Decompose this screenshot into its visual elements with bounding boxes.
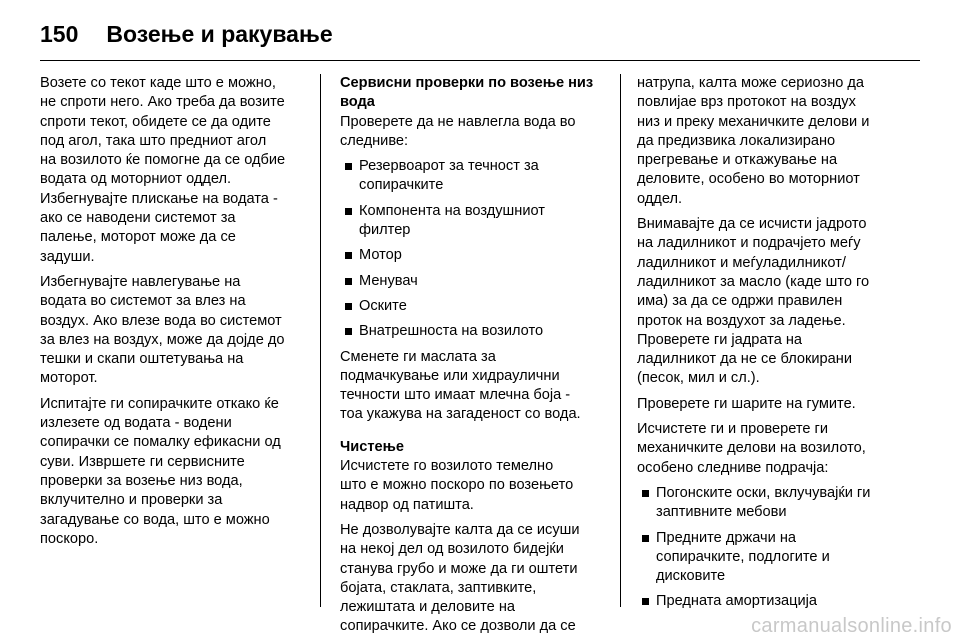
column-1 — [40, 74, 308, 555]
bullet-square-icon — [340, 246, 356, 265]
bullet-square-icon — [340, 297, 356, 316]
bullet-square-icon — [637, 529, 653, 587]
list-item: Предните држачи на сопирачките, подлогите и дисковите — [637, 529, 905, 587]
column-3 — [637, 74, 905, 618]
list-item: Компонента на воздушниот филтер — [340, 202, 608, 241]
list-item: Оските — [340, 297, 608, 316]
page-title: Возење и ракување — [106, 20, 333, 47]
column-divider-left — [320, 74, 321, 607]
bullet-square-icon — [637, 484, 653, 523]
paragraph-mud-warning: Не дозволувајте калта да се исуши на некој дел од возилото бидејќи станува грубо и може да ги оштети бојата, стаклата, заптивките, лежиштата и деловите на сопирачките. Ако се дозволи да се — [340, 521, 580, 635]
list-item: Внатрешноста на возилото — [340, 322, 608, 341]
bullet-square-icon — [340, 202, 356, 241]
column-divider-right — [620, 74, 621, 607]
list-item: Предната амортизација — [637, 592, 905, 611]
mechanical-parts-list — [637, 484, 905, 612]
list-item: Резервоарот за течност за сопирачките — [340, 157, 608, 196]
paragraph-oil-change: Сменете ги маслата за подмачкување или хидраулични течности што имаат млечна боја - тоа укажува на загаденост со вода. — [340, 348, 581, 423]
paragraph-air-intake: Избегнувајте навлегување на водата во системот за влез на воздух. Ако влезе вода во системот за влез на воздух, може да дојде до тешки и скапи оштетувања на моторот. — [40, 273, 285, 387]
bullet-square-icon — [340, 272, 356, 291]
list-item: Погонските оски, вклучувајќи ги заптивните мебови — [637, 484, 905, 523]
page-header — [40, 14, 920, 54]
paragraph-tyre-tread: Проверете ги шарите на гумите. — [637, 395, 856, 412]
page-number: 150 — [40, 20, 79, 47]
bullet-square-icon — [340, 157, 356, 196]
paragraph-brake-test: Испитајте ги сопирачките откако ќе излезете од водата - водени сопирачки се помалку ефикасни од суви. Извршете ги сервисните проверки за возење низ вода, вклучително и проверки за загадување со вода, што е можно поскоро. — [40, 395, 281, 547]
bullet-square-icon — [637, 592, 653, 611]
paragraph-check-intro: Проверете да не навлегла вода во следниве: — [340, 113, 576, 149]
paragraph-mud-continued: натрупа, калта може сериозно да повлијае врз протокот на воздух низ и преку механичките делови и да предизвика локализирано прегревање и откажување на деловите, особено во моторниот оддел. — [637, 75, 870, 207]
paragraph-wading-direction: Возете со текот каде што е можно, не спроти него. Ако треба да возите спроти текот, обидете се да одите под агол, така што предниот агол на возилото ќе помогне да се одбие водата од моторниот оддел. Избегнувајте плискање на водата - ако се наводени системот за палење, моторот може да се задуши. — [40, 75, 286, 265]
paragraph-radiator: Внимавајте да се исчисти јадрото на ладилникот и подрачјето меѓу ладилникот и меѓуладилникот/ ладилникот за масло (каде што го има) за да се одржи правилен проток на воздухот за ладење. Проверете ги јадрата на ладилникот да не се блокирани (песок, мил и сл.). — [637, 216, 870, 387]
list-item: Менувач — [340, 272, 608, 291]
paragraph-mechanical-parts: Исчистете ги и проверете ги механичките делови на возилото, особено следниве подрачја: — [637, 421, 866, 476]
section-heading-cleaning: Чистење — [340, 438, 404, 455]
header-divider — [40, 60, 920, 61]
bullet-square-icon — [340, 322, 356, 341]
paragraph-clean-vehicle: Исчистете го возилото темелно што е можно поскоро по возењето надвор од патишта. — [340, 458, 574, 513]
column-2 — [340, 74, 608, 643]
list-item: Мотор — [340, 246, 608, 265]
watermark: carmanualsonline.info — [751, 615, 952, 637]
check-list — [340, 157, 608, 341]
section-heading-service-checks: Сервисни проверки по возење низ вода — [340, 75, 594, 111]
